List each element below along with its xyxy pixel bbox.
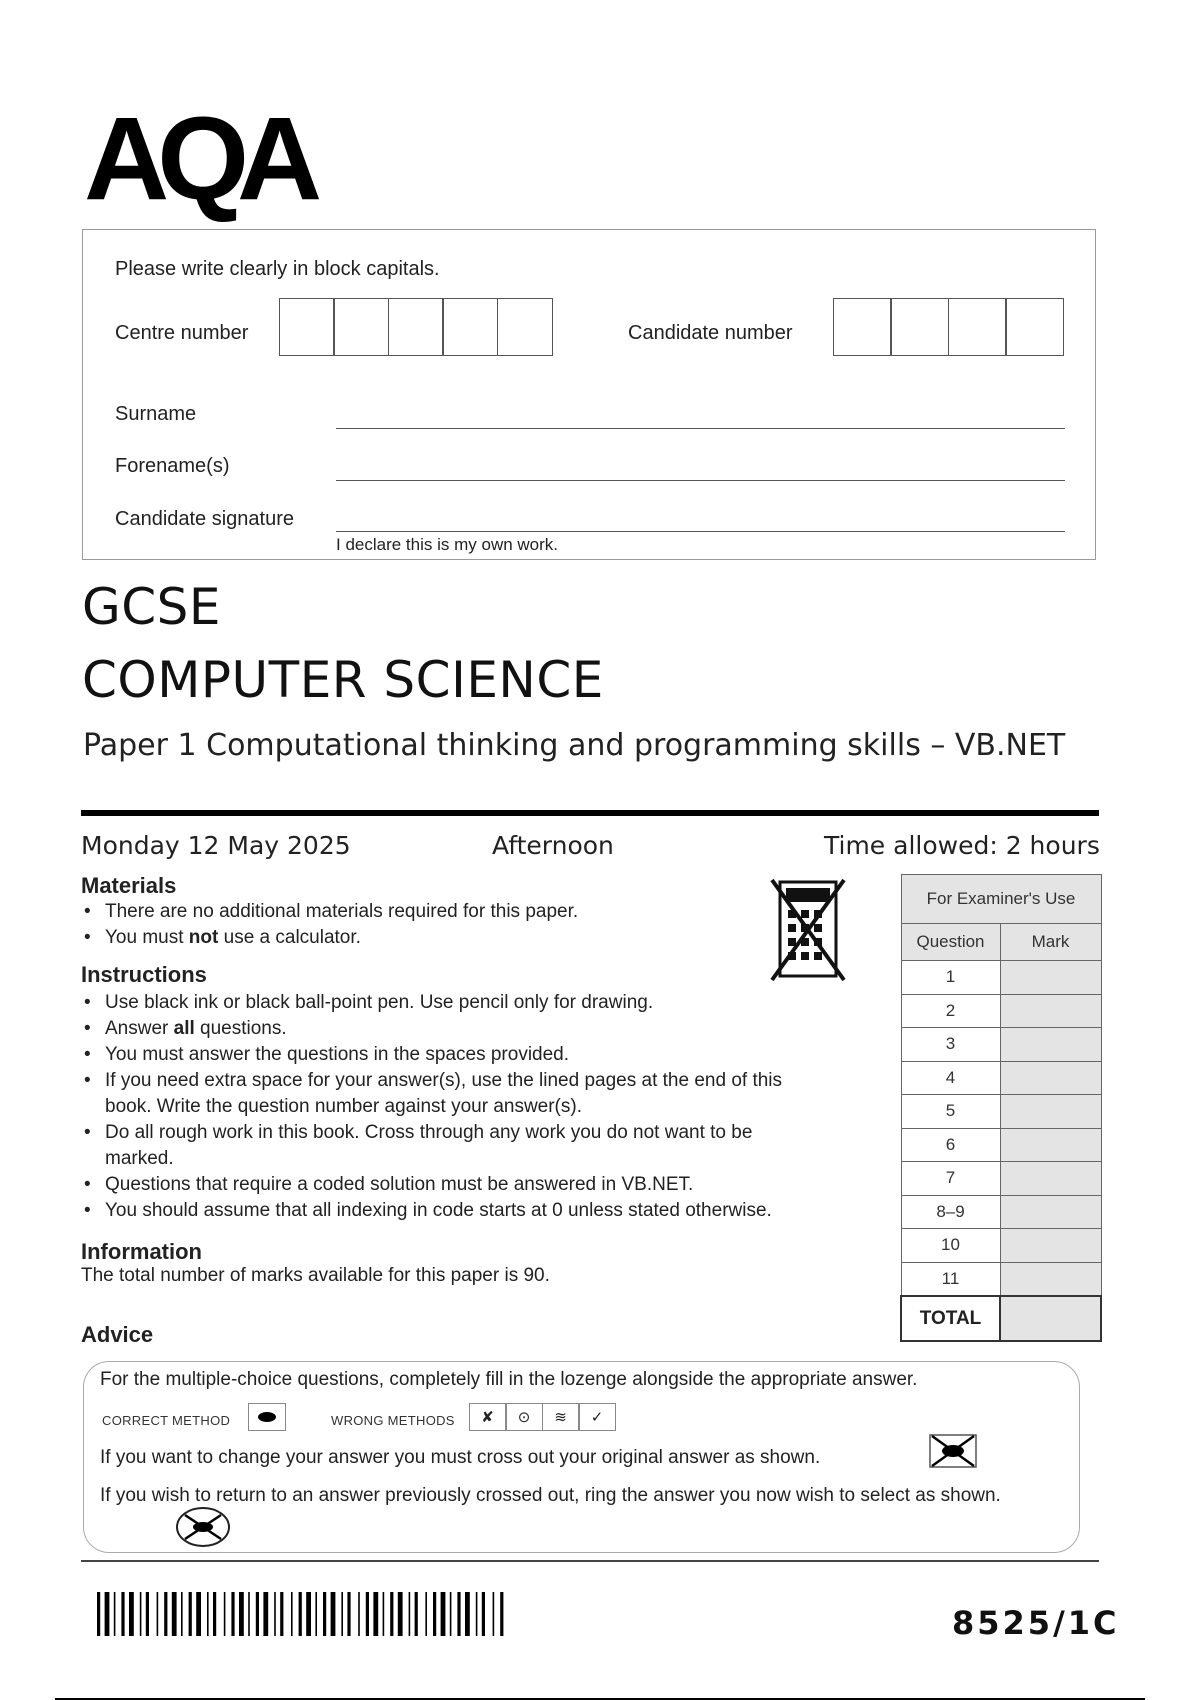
question-number: 8–9 (901, 1195, 1000, 1229)
signature-label: Candidate signature (115, 508, 295, 530)
barcode-bar (306, 1592, 311, 1636)
barcode-bar (189, 1592, 192, 1636)
surname-label: Surname (115, 403, 197, 425)
list-item: • You should assume that all indexing in code starts at 0 unless stated otherwise. (105, 1198, 845, 1224)
paper-reference: 8525/1C (952, 1604, 1120, 1642)
examiner-use-table (900, 874, 1102, 1342)
question-number: 10 (901, 1229, 1000, 1263)
mark-cell[interactable] (1000, 1061, 1101, 1095)
exam-session: Afternoon (492, 831, 614, 860)
barcode-bar (398, 1592, 403, 1636)
list-item: • There are no additional materials required for this paper. (105, 899, 785, 925)
question-number: 3 (901, 1028, 1000, 1062)
barcode-bar (129, 1592, 134, 1636)
question-number: 6 (901, 1128, 1000, 1162)
barcode-bar (441, 1592, 446, 1636)
mark-cell[interactable] (1000, 961, 1101, 995)
barcode-bar (482, 1592, 485, 1636)
advice-line-1: For the multiple-choice questions, completely fill in the lozenge alongside the appropriate answer. (100, 1369, 918, 1390)
barcode-bar (323, 1592, 326, 1636)
barcode (97, 1592, 507, 1636)
centre-number-digit-box[interactable] (497, 298, 553, 356)
barcode-bar (500, 1592, 503, 1636)
materials-heading: Materials (81, 873, 177, 898)
centre-number-label: Centre number (115, 322, 249, 344)
calculator-crossed-icon (770, 878, 846, 982)
barcode-bar (415, 1592, 418, 1636)
question-number: 11 (901, 1262, 1000, 1296)
declaration-text: I declare this is my own work. (336, 535, 559, 554)
list-item: • If you need extra space for your answer(s), use the lined pages at the end of this book. Write the question number against your answer(s). (105, 1068, 805, 1120)
total-label: TOTAL (901, 1296, 1000, 1341)
barcode-bar (248, 1592, 250, 1636)
barcode-bar (114, 1592, 116, 1636)
barcode-bar (425, 1592, 427, 1636)
list-item: • Answer all questions. (105, 1016, 845, 1042)
information-heading: Information (81, 1239, 202, 1264)
forenames-label: Forename(s) (115, 455, 230, 477)
barcode-bar (274, 1592, 276, 1636)
candidate-number-boxes (834, 298, 1064, 356)
header-divider (81, 810, 1099, 816)
barcode-bar (97, 1592, 100, 1636)
candidate-number-digit-box[interactable] (948, 298, 1007, 356)
mark-column-header: Mark (1000, 924, 1101, 961)
barcode-bar (196, 1592, 201, 1636)
mark-cell[interactable] (1000, 1195, 1101, 1229)
mark-cell[interactable] (1000, 1028, 1101, 1062)
forenames-line[interactable] (336, 480, 1065, 481)
barcode-bar (476, 1592, 478, 1636)
instructions-heading: Instructions (81, 962, 207, 987)
list-item: • You must not use a calculator. (105, 925, 785, 951)
surname-line[interactable] (336, 428, 1065, 429)
barcode-bar (347, 1592, 350, 1636)
footer-divider (81, 1560, 1099, 1562)
list-item: • Questions that require a coded solution must be answered in VB.NET. (105, 1172, 845, 1198)
barcode-bar (181, 1592, 183, 1636)
signature-line[interactable] (336, 531, 1065, 532)
centre-number-digit-box[interactable] (333, 298, 389, 356)
list-item: • Do all rough work in this book. Cross through any work you do not want to be marked. (105, 1120, 785, 1172)
barcode-bar (433, 1592, 436, 1636)
wrong-methods-lozenges (470, 1403, 616, 1431)
list-item: • Use black ink or black ball-point pen. Use pencil only for drawing. (105, 990, 845, 1016)
ringed-lozenge-icon (175, 1506, 231, 1548)
advice-heading: Advice (81, 1322, 154, 1347)
mark-cell[interactable] (1000, 994, 1101, 1028)
advice-line-2: If you want to change your answer you must cross out your original answer as shown. (100, 1447, 821, 1468)
wrong-methods-label: WRONG METHODS (331, 1413, 455, 1428)
list-item: • You must answer the questions in the spaces provided. (105, 1042, 845, 1068)
barcode-bar (341, 1592, 343, 1636)
barcode-bar (409, 1592, 411, 1636)
examiner-table-title: For Examiner's Use (901, 875, 1101, 924)
barcode-bar (331, 1592, 336, 1636)
question-number: 7 (901, 1162, 1000, 1196)
barcode-bar (450, 1592, 452, 1636)
candidate-number-digit-box[interactable] (833, 298, 892, 356)
barcode-bar (213, 1592, 216, 1636)
barcode-bar (239, 1592, 244, 1636)
question-number: 1 (901, 961, 1000, 995)
crossed-lozenge-icon (928, 1433, 978, 1469)
candidate-number-digit-box[interactable] (1005, 298, 1064, 356)
barcode-bar (390, 1592, 393, 1636)
centre-number-digit-box[interactable] (442, 298, 498, 356)
paper-title: Paper 1 Computational thinking and programming skills – VB.NET (83, 728, 1066, 763)
advice-line-3: If you wish to return to an answer previously crossed out, ring the answer you now wish to select as shown. (100, 1485, 1001, 1506)
correct-method-label: CORRECT METHOD (102, 1413, 231, 1428)
question-column-header: Question (901, 924, 1000, 961)
mark-cell[interactable] (1000, 1128, 1101, 1162)
barcode-bar (291, 1592, 293, 1636)
question-number: 4 (901, 1061, 1000, 1095)
barcode-bar (121, 1592, 124, 1636)
information-text: The total number of marks available for this paper is 90. (81, 1265, 550, 1286)
barcode-bar (263, 1592, 268, 1636)
time-allowed: Time allowed: 2 hours (824, 831, 1100, 860)
barcode-bar (366, 1592, 369, 1636)
barcode-bar (373, 1592, 378, 1636)
mark-cell[interactable] (1000, 1095, 1101, 1129)
question-number: 2 (901, 994, 1000, 1028)
filled-lozenge-icon (248, 1403, 286, 1431)
barcode-bar (231, 1592, 234, 1636)
barcode-bar (383, 1592, 385, 1636)
subject-title: COMPUTER SCIENCE (82, 651, 604, 709)
barcode-bar (207, 1592, 209, 1636)
mark-cell[interactable] (1000, 1162, 1101, 1196)
barcode-bar (105, 1592, 110, 1636)
mark-cell[interactable] (1000, 1262, 1101, 1296)
barcode-bar (140, 1592, 142, 1636)
barcode-bar (299, 1592, 302, 1636)
dotted-lozenge-icon: ⊙ (505, 1403, 543, 1431)
barcode-bar (224, 1592, 226, 1636)
barcode-bar (465, 1592, 470, 1636)
barcode-bar (164, 1592, 167, 1636)
level-title: GCSE (82, 578, 221, 636)
exam-date: Monday 12 May 2025 (81, 831, 351, 860)
scribbled-lozenge-icon: ≋ (542, 1403, 580, 1431)
barcode-bar (157, 1592, 159, 1636)
aqa-logo: AQA (84, 93, 311, 225)
ticked-cross-lozenge-icon: ✘ (469, 1403, 507, 1431)
barcode-bar (280, 1592, 283, 1636)
barcode-bar (315, 1592, 317, 1636)
mark-cell[interactable] (1000, 1229, 1101, 1263)
centre-number-digit-box[interactable] (279, 298, 335, 356)
instructions-list (81, 990, 845, 1224)
centre-number-boxes (280, 298, 553, 356)
total-mark-cell[interactable] (1000, 1296, 1101, 1341)
question-number: 5 (901, 1095, 1000, 1129)
block-capitals-instruction: Please write clearly in block capitals. (115, 258, 440, 280)
barcode-bar (457, 1592, 460, 1636)
barcode-bar (493, 1592, 495, 1636)
materials-list (81, 899, 785, 951)
tick-lozenge-icon: ✓ (578, 1403, 616, 1431)
barcode-bar (146, 1592, 149, 1636)
candidate-number-label: Candidate number (628, 322, 793, 344)
barcode-bar (256, 1592, 259, 1636)
barcode-bar (172, 1592, 177, 1636)
centre-number-digit-box[interactable] (388, 298, 444, 356)
candidate-number-digit-box[interactable] (890, 298, 949, 356)
barcode-bar (358, 1592, 360, 1636)
